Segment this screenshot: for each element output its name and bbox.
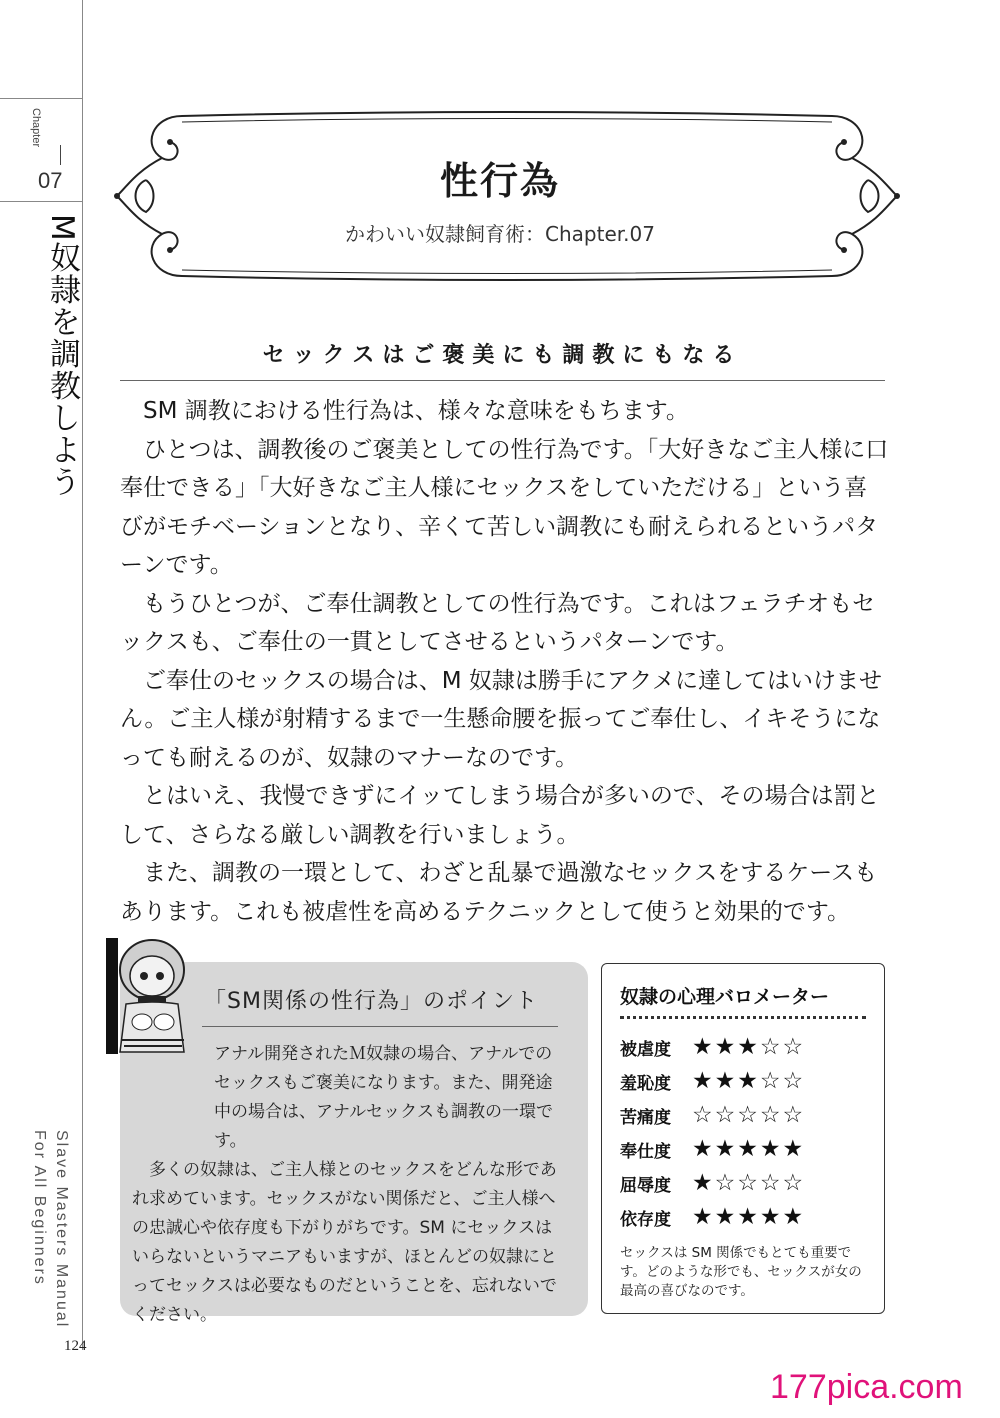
barometer-row xyxy=(620,1100,805,1130)
note-title: 「SM関係の性行為」のポイント xyxy=(204,989,538,1014)
body-paragraph: とはいえ、我慢できずにイッてしまう場合が多いので、その場合は罰として、さらなる厳しい調教を行いましょう。 xyxy=(120,783,880,848)
barometer-footer: セックスは SM 関係でもとても重要です。どのような形でも、セックスが女の最高の喜びなのです。 xyxy=(620,1245,862,1299)
star-rating: ☆☆☆☆☆ xyxy=(692,1102,806,1128)
watermark: 177pica.com xyxy=(770,1368,963,1406)
star-rating: ★★★☆☆ xyxy=(692,1034,806,1060)
note-rule xyxy=(202,1026,558,1027)
star-rating: ★☆☆☆☆ xyxy=(692,1170,806,1196)
mascot-illustration xyxy=(104,930,214,1055)
manual-title-line1: Slave Masters Manual xyxy=(53,1130,70,1329)
barometer-label: 羞恥度 xyxy=(620,1073,671,1094)
barometer-row xyxy=(620,1168,805,1198)
section-heading: セックスはご褒美にも調教にもなる xyxy=(262,343,743,368)
star-rating: ★★★★★ xyxy=(692,1136,806,1162)
chapter-title: M奴隷を調教しよう xyxy=(44,214,80,498)
body-paragraph: SM 調教における性行為は、様々な意味をもちます。 xyxy=(143,398,689,424)
barometer-label: 奉仕度 xyxy=(620,1141,671,1162)
body-text xyxy=(120,392,890,931)
body-paragraph: ひとつは、調教後のご褒美としての性行為です。「大好きなご主人様に口奉仕できる」「大好きなご主人様にセックスをしていただける」という喜びがモチベーションとなり、辛くて苦しい調教にも耐えられるというパターンです。 xyxy=(120,436,889,578)
chapter-label: Chapter xyxy=(30,108,42,148)
manual-title-line2: For All Beginners xyxy=(31,1130,48,1286)
page-title: 性行為 xyxy=(439,159,560,203)
barometer-row xyxy=(620,1202,805,1232)
barometer-label: 苦痛度 xyxy=(620,1107,671,1128)
star-rating: ★★★★★ xyxy=(692,1204,806,1230)
barometer-row xyxy=(620,1032,805,1062)
barometer-dotted-rule xyxy=(620,1016,866,1019)
barometer-row xyxy=(620,1134,805,1164)
heading-rule xyxy=(120,380,885,381)
barometer-title: 奴隷の心理バロメーター xyxy=(620,986,830,1008)
note-paragraph: アナル開発されたＭ奴隷の場合、アナルでのセックスもご褒美になります。また、開発途中の場合は、アナルセックスも調教の一環です。 xyxy=(214,1044,553,1151)
barometer-row xyxy=(620,1066,805,1096)
manual-title xyxy=(28,1130,72,1328)
note-text xyxy=(132,1040,562,1330)
barometer-label: 屈辱度 xyxy=(620,1175,671,1196)
barometer-label: 被虐度 xyxy=(620,1039,671,1060)
note-paragraph: 多くの奴隷は、ご主人様とのセックスをどんな形であれ求めています。セックスがない関係だと、ご主人様への忠誠心や依存度も下がりがちです。SM にセックスはいらないというマニアもいますが、ほとんどの奴隷にとってセックスは必要なものだということを、忘れないでください。 xyxy=(132,1160,557,1325)
chapter-number: 07 xyxy=(38,168,63,193)
body-paragraph: もうひとつが、ご奉仕調教としての性行為です。これはフェラチオもセックスも、ご奉仕の一貫としてさせるというパターンです。 xyxy=(120,590,876,655)
page-number: 124 xyxy=(64,1338,87,1354)
star-rating: ★★★☆☆ xyxy=(692,1068,806,1094)
page-subtitle: かわいい奴隷飼育術：Chapter.07 xyxy=(345,222,655,246)
body-paragraph: また、調教の一環として、わざと乱暴で過激なセックスをするケースもあります。これも被虐性を高めるテクニックとして使うと効果的です。 xyxy=(120,860,878,925)
body-paragraph: ご奉仕のセックスの場合は、M 奴隷は勝手にアクメに達してはいけません。ご主人様が射精するまで一生懸命腰を振ってご奉仕し、イキそうになっても耐えるのが、奴隷のマナーなのです。 xyxy=(120,667,883,771)
barometer-label: 依存度 xyxy=(620,1209,671,1230)
